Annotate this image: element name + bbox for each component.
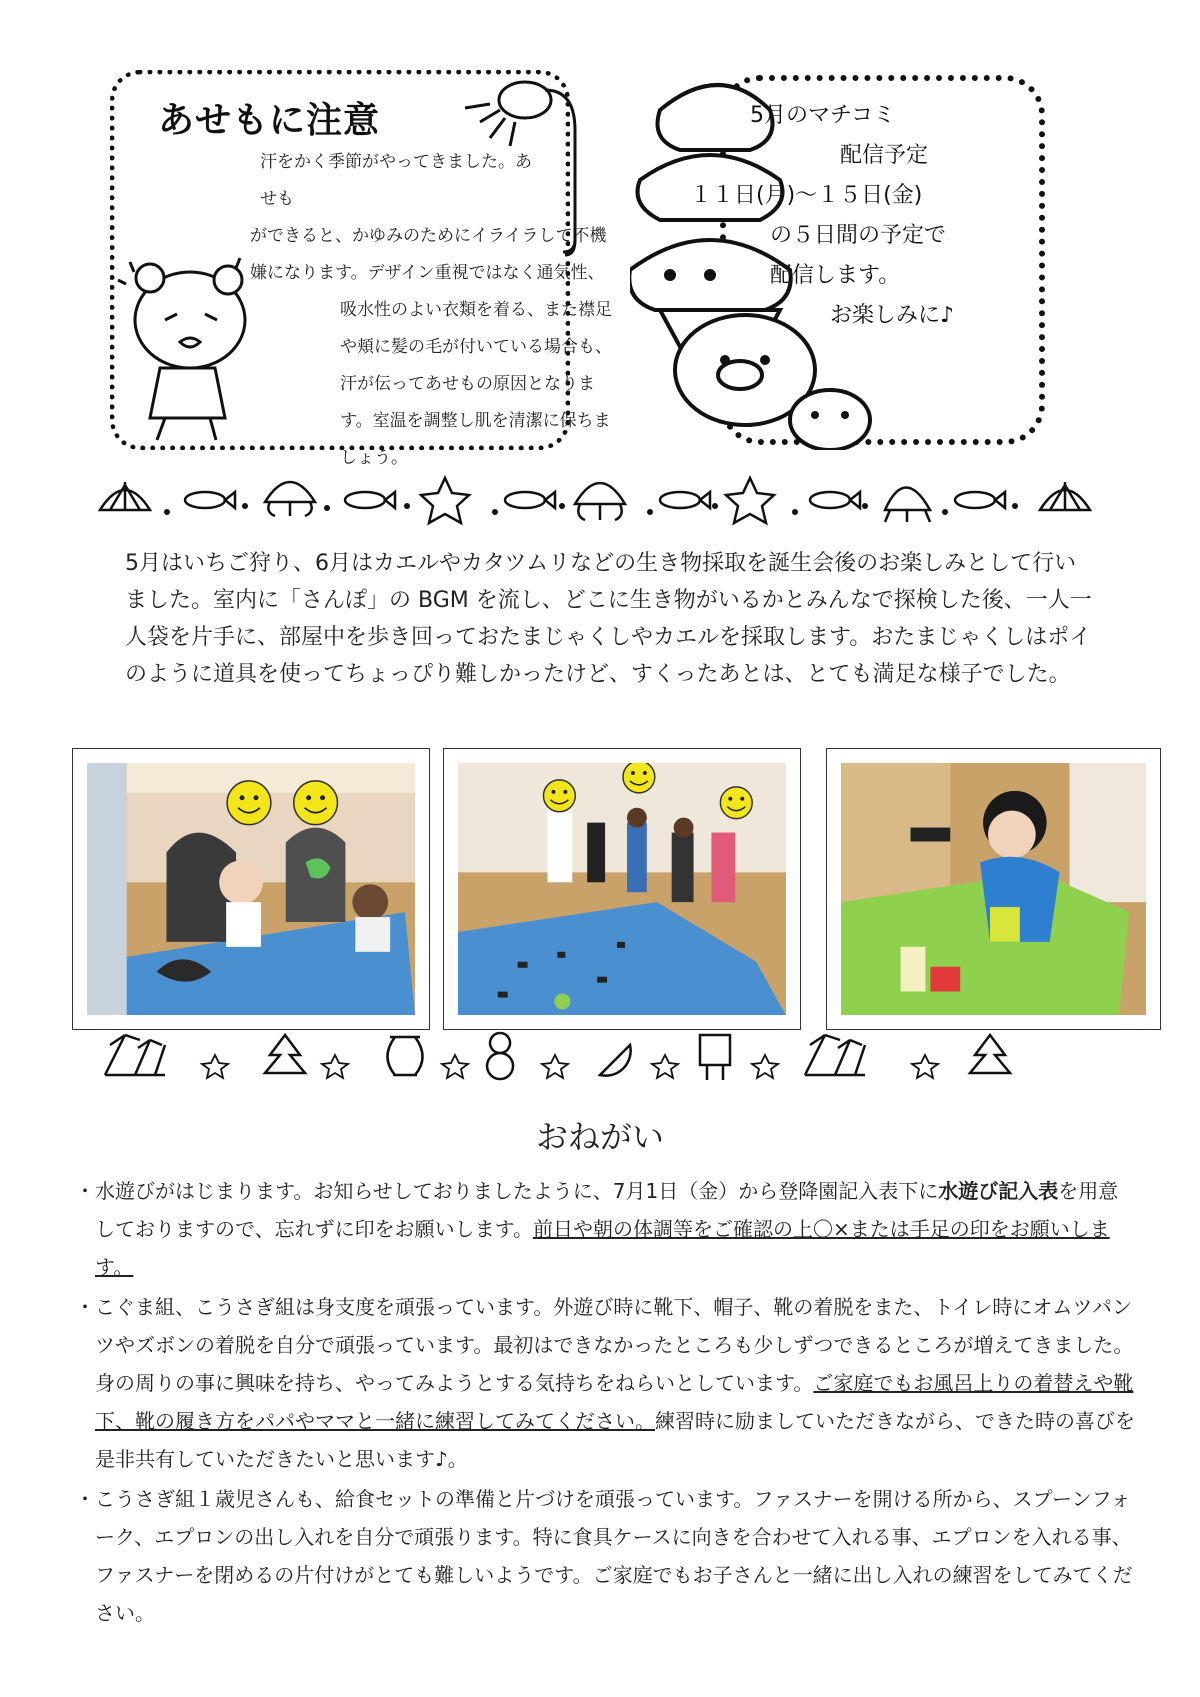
bamboo-leaves-icon [105, 1035, 165, 1075]
machicomi-line-3: １１日(月)～１５日(金) [690, 183, 923, 208]
starfish-icon [421, 478, 469, 523]
request-1-text-a: 水遊びがはじまります。お知らせしておりましたように、7月1日（金）から登降園記入表下に [95, 1179, 939, 1203]
request-3-text: こうさぎ組１歳児さんも、給食セットの準備と片づけを頑張っています。ファスナーを開ける所から、スプーンフォーク、エプロンの出し入れを自分で頑張ります。特に食具ケースに向きを合わせて入れる事、エプロンを入れる事、ファスナーを閉めるの片付けがとても難しいようです。ご家庭でもお子さんと一緒に出し入れの練習をしてみてください。 [95, 1487, 1133, 1625]
sweating-girl-illustration [110, 250, 270, 450]
sweat-rash-title: あせもに注意 [158, 100, 381, 141]
christmas-tree-icon [265, 1035, 305, 1073]
request-1-text-c: を用意しておりますので、忘れずに印をお願いします。 [95, 1179, 1119, 1241]
jellyfish-icon [265, 482, 315, 516]
machicomi-line-5: 配信します。 [770, 263, 901, 288]
bullet: ・ [75, 1487, 95, 1511]
squid-icon [885, 488, 930, 523]
requests-list [75, 1172, 1135, 1634]
sweat-rash-notice [110, 70, 612, 468]
photo-children-walking [443, 748, 801, 1030]
christmas-tree-icon-2 [970, 1035, 1010, 1073]
sweat-line-6: 汗が伝ってあせもの原因となりま [340, 374, 595, 394]
watermelon-icon [600, 1045, 631, 1076]
photo-3-image [841, 763, 1146, 1015]
request-item-water-play [75, 1172, 1135, 1286]
request-item-getting-dressed [75, 1288, 1135, 1478]
sweat-line-8: しょう。 [340, 448, 408, 468]
intro-paragraph: 5月はいちご狩り、6月はカエルやカタツムリなどの生き物採取を誕生会後のお楽しみとして行いました。室内に「さんぽ」の BGM を流し、どこに生き物がいるかとみんなで探検した後、一人一人袋を片手に、部屋中を歩き回っておたまじゃくしやカエルを採取します。おたまじゃくしはポイのように道具を使ってちょっぴり難しかったけど、すくったあとは、とても満足な様子でした。 [125, 551, 1092, 687]
bullet: ・ [75, 1295, 95, 1319]
sweat-line-3: 嫌になります。デザイン重視ではなく通気性、 [250, 263, 605, 283]
request-item-lunch-set [75, 1480, 1135, 1632]
request-1-text-underlined: 前日や朝の体調等をご確認の上〇×または手足の印をお願いします。 [95, 1217, 1110, 1279]
bamboo-leaves-icon-2 [805, 1035, 865, 1075]
requests-title: おねがい [535, 1118, 664, 1156]
machicomi-line-4: の５日間の予定で [770, 223, 947, 248]
octopus-icon [575, 483, 625, 520]
sea-creatures-border [95, 470, 1105, 530]
machicomi-text [690, 96, 1050, 336]
photo-children-on-tarp [72, 748, 430, 1030]
shell-icon-2 [1040, 482, 1090, 510]
shell-icon [100, 482, 150, 510]
face-cover-smiley-2 [294, 781, 338, 825]
summer-items-border [95, 1025, 1105, 1085]
face-cover-smiley [227, 781, 271, 825]
request-2-text-c: 練習時に励ましていただきながら、できた時の喜びを是非共有していただきたいと思います♪。 [95, 1409, 1135, 1471]
machicomi-schedule-notice [630, 70, 1050, 450]
gourd-icon [487, 1033, 513, 1079]
machicomi-line-2: 配信予定 [840, 143, 929, 168]
shower-head-illustration [410, 70, 580, 270]
request-2-text-a: こぐま組、こうさぎ組は身支度を頑張っています。外遊び時に靴下、帽子、靴の着脱をまた、トイレ時にオムツパンツやズボンの着脱を自分で頑張っています。最初はできなかったところも少しずつできるところが増えてきました。身の周りの事に興味を持ち、やってみようとする気持ちをねらいとしています。 [95, 1295, 1134, 1395]
photo-2-image [458, 763, 786, 1015]
request-1-text-bold: 水遊び記入表 [938, 1179, 1059, 1203]
photo-1-image [87, 763, 415, 1015]
sweat-line-1: 汗をかく季節がやってきました。あせも [260, 152, 532, 209]
lantern-icon [388, 1037, 423, 1075]
bullet: ・ [75, 1179, 95, 1203]
sweat-line-7: す。室温を調整し肌を清潔に保ちま [340, 411, 611, 431]
wind-chime-icon [700, 1035, 730, 1080]
sweat-line-2: ができると、かゆみのためにイライラして不機 [250, 226, 607, 246]
machicomi-line-1: 5月のマチコミ [750, 103, 896, 128]
photo-boy-playing [826, 748, 1161, 1030]
starfish-icon-2 [726, 478, 774, 523]
sweat-line-4: 吸水性のよい衣類を着る、また襟足 [340, 300, 612, 320]
machicomi-line-6: お楽しみに♪ [830, 303, 955, 328]
fish-icon [185, 492, 225, 508]
request-2-text-underlined: ご家庭でもお風呂上りの着替えや靴下、靴の履き方をパパやママと一緒に練習してみてください。 [95, 1371, 1134, 1433]
sweat-line-5: や頬に髪の毛が付いている場合も、 [340, 337, 612, 357]
